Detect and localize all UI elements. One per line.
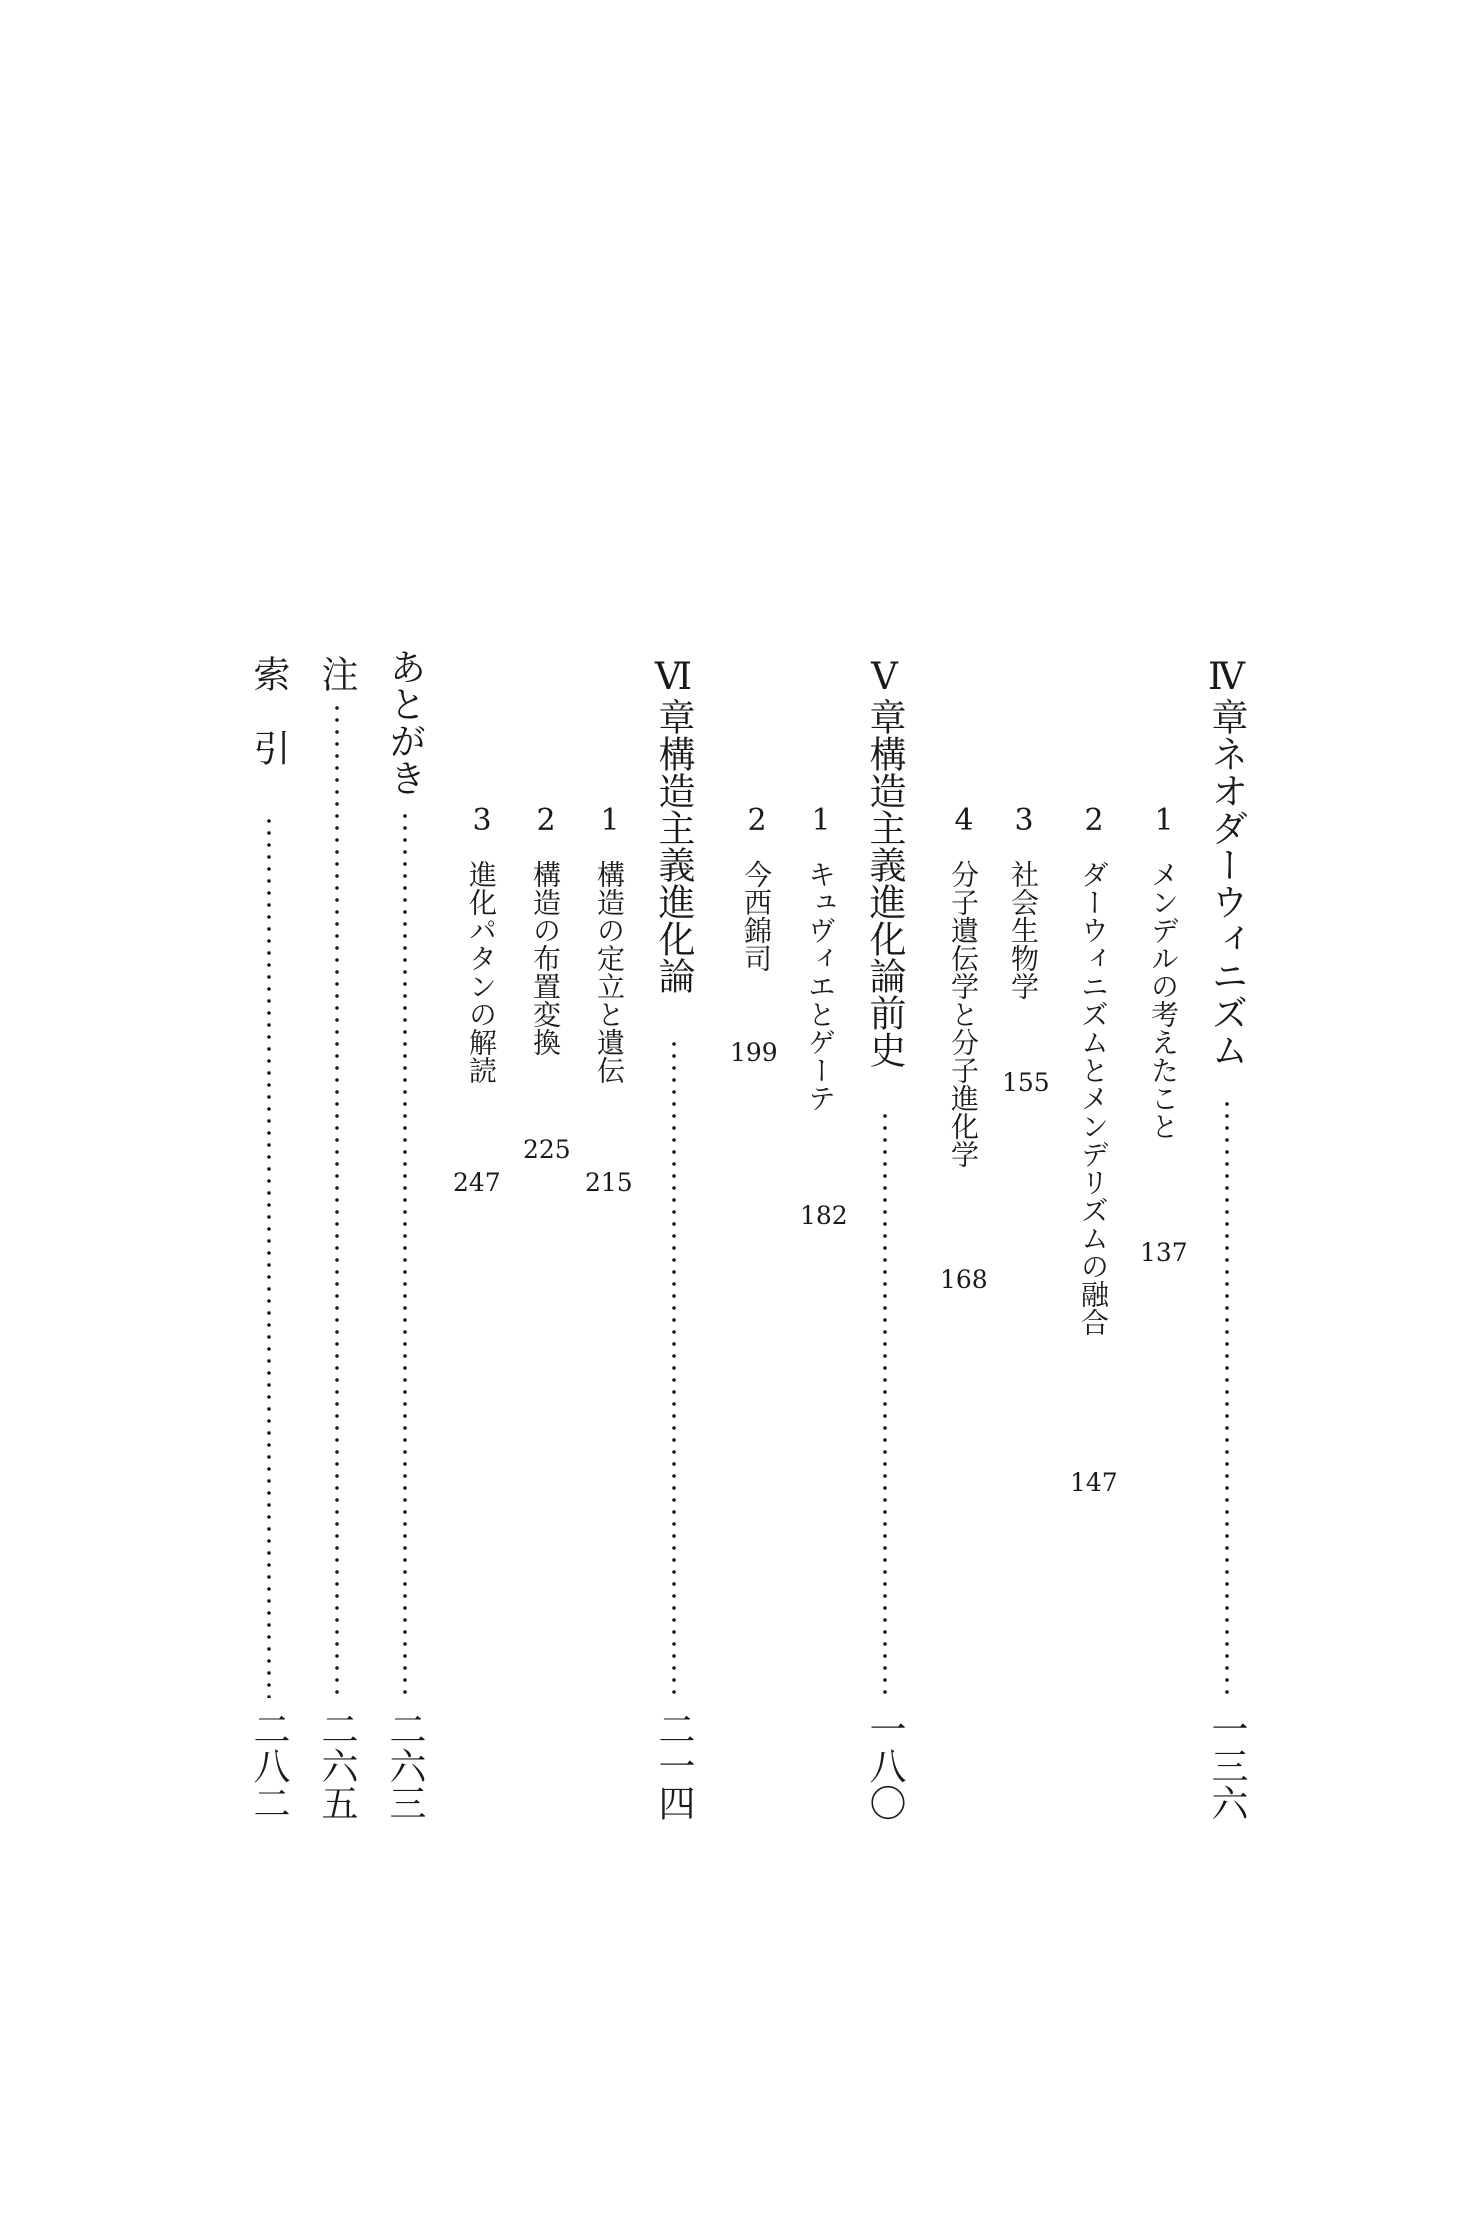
chapter-4-section-3-title: 社会生物学 xyxy=(1007,860,1040,1000)
chapter-5-section-1-page: 182 xyxy=(800,1201,848,1230)
chapter-6-page: 二一四 xyxy=(652,1710,695,1821)
chapter-5-title: 構造主義進化論前史 xyxy=(863,735,906,1068)
index-page: 二八二 xyxy=(247,1710,290,1821)
chapter-6-section-1-number: 1 xyxy=(600,803,620,838)
chapter-5-section-1-title: キュヴィエとゲーテ xyxy=(804,860,837,1112)
chapter-4-section-2-page: 147 xyxy=(1070,1468,1118,1497)
index-leader xyxy=(266,815,272,1698)
chapter-4-section-4-title: 分子遺伝学と分子進化学 xyxy=(947,860,980,1168)
chapter-5-label: Ⅴ章 xyxy=(863,655,906,735)
notes-page: 二六五 xyxy=(315,1710,358,1821)
chapter-6-section-1-title: 構造の定立と遺伝 xyxy=(593,860,626,1084)
chapter-4-leader xyxy=(1224,1098,1230,1698)
chapter-6-section-3-title: 進化パタンの解読 xyxy=(465,860,498,1084)
chapter-4-section-4-page: 168 xyxy=(940,1265,988,1294)
chapter-4-section-3-page: 155 xyxy=(1002,1068,1050,1097)
chapter-5-leader xyxy=(882,1110,888,1698)
chapter-4-section-4-number: 4 xyxy=(954,803,974,838)
chapter-4-section-2-number: 2 xyxy=(1084,803,1104,838)
chapter-4-page: 一三六 xyxy=(1205,1710,1248,1821)
notes-leader xyxy=(334,702,340,1698)
chapter-6-label: Ⅵ章 xyxy=(652,655,695,735)
chapter-6-section-3-page: 247 xyxy=(453,1168,501,1197)
chapter-5-section-2-page: 199 xyxy=(730,1038,778,1067)
chapter-4-title: ネオダーウィニズム xyxy=(1205,735,1248,1068)
notes-title: 注 xyxy=(315,655,358,692)
index-title: 索 引 xyxy=(247,655,290,766)
chapter-4-label: Ⅳ章 xyxy=(1205,655,1248,735)
chapter-4-section-1-page: 137 xyxy=(1140,1238,1188,1267)
chapter-5-section-2-title: 今西錦司 xyxy=(740,860,773,972)
chapter-6-section-2-title: 構造の布置変換 xyxy=(529,860,562,1056)
chapter-5-page: 一八〇 xyxy=(863,1710,906,1821)
chapter-4-section-2-title: ダーウィニズムとメンデリズムの融合 xyxy=(1077,860,1110,1336)
chapter-4-section-1-number: 1 xyxy=(1154,803,1174,838)
chapter-5-section-1-number: 1 xyxy=(811,803,831,838)
chapter-6-section-2-page: 225 xyxy=(523,1135,571,1164)
chapter-6-section-2-number: 2 xyxy=(536,803,556,838)
afterword-title: あとがき xyxy=(383,648,426,796)
chapter-6-section-3-number: 3 xyxy=(472,803,492,838)
chapter-6-leader xyxy=(671,1038,677,1698)
chapter-4-section-3-number: 3 xyxy=(1014,803,1034,838)
afterword-leader xyxy=(402,810,408,1698)
chapter-6-title: 構造主義進化論 xyxy=(652,735,695,994)
chapter-6-section-1-page: 215 xyxy=(585,1168,633,1197)
chapter-4-section-1-title: メンデルの考えたこと xyxy=(1147,860,1180,1140)
afterword-page: 二六三 xyxy=(383,1710,426,1821)
chapter-5-section-2-number: 2 xyxy=(747,803,767,838)
